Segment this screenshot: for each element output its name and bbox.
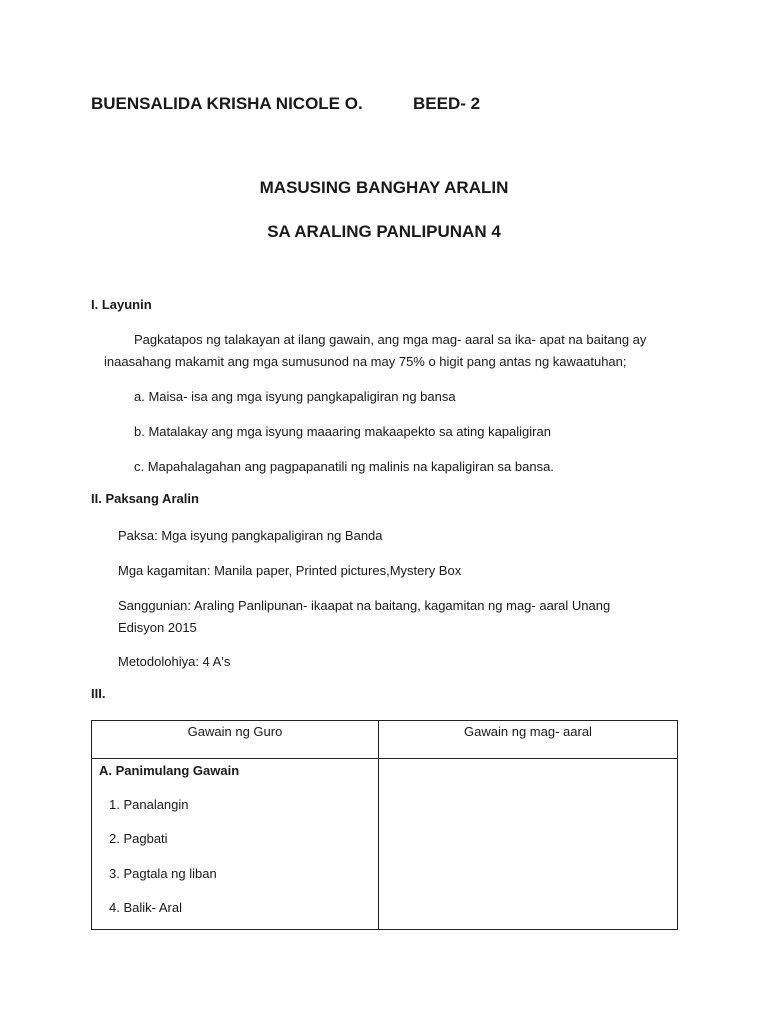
course-label: BEED- 2 <box>413 94 481 113</box>
layunin-intro-line-2: inaasahang makamit ang mga sumusunod na may 75% o higit pang antas ng kawaatuhan; <box>104 354 627 369</box>
section-heading-layunin: I. Layunin <box>91 297 152 312</box>
layunin-intro-line-1: Pagkatapos ng talakayan at ilang gawain, ang mga mag- aaral sa ika- apat na baitang ay <box>134 332 647 347</box>
sanggunian-line-2: Edisyon 2015 <box>118 620 197 635</box>
objective-item: b. Matalakay ang mga isyung maaaring makaapekto sa ating kapaligiran <box>134 424 551 439</box>
panimulang-gawain-heading: A. Panimulang Gawain <box>99 763 240 778</box>
list-item: 4. Balik- Aral <box>109 900 182 915</box>
section-heading-iii: III. <box>91 686 106 701</box>
list-item: 2. Pagbati <box>109 831 168 846</box>
student-name: BUENSALIDA KRISHA NICOLE O. <box>91 94 363 113</box>
section-heading-paksang-aralin: II. Paksang Aralin <box>91 491 199 506</box>
column-header-guro: Gawain ng Guro <box>92 721 379 759</box>
kagamitan-line: Mga kagamitan: Manila paper, Printed pictures,Mystery Box <box>118 563 462 578</box>
lesson-plan-table <box>91 720 678 930</box>
paksa-line: Paksa: Mga isyung pangkapaligiran ng Banda <box>118 528 383 543</box>
list-item: 1. Panalangin <box>109 797 189 812</box>
document-title: MASUSING BANGHAY ARALIN <box>259 178 509 197</box>
objective-item: c. Mapahalagahan ang pagpapanatili ng malinis na kapaligiran sa bansa. <box>134 459 554 474</box>
student-activity-cell <box>379 759 678 930</box>
table-header-row <box>92 721 678 759</box>
table-row <box>92 759 678 930</box>
list-item: 3. Pagtala ng liban <box>109 866 217 881</box>
sanggunian-line-1: Sanggunian: Araling Panlipunan- ikaapat na baitang, kagamitan ng mag- aaral Unang <box>118 598 611 613</box>
objective-item: a. Maisa- isa ang mga isyung pangkapaligiran ng bansa <box>134 389 456 404</box>
column-header-mag-aaral: Gawain ng mag- aaral <box>379 721 678 759</box>
document-subtitle: SA ARALING PANLIPUNAN 4 <box>267 222 501 241</box>
teacher-activity-cell <box>92 759 379 930</box>
metodolohiya-line: Metodolohiya: 4 A's <box>118 654 231 669</box>
